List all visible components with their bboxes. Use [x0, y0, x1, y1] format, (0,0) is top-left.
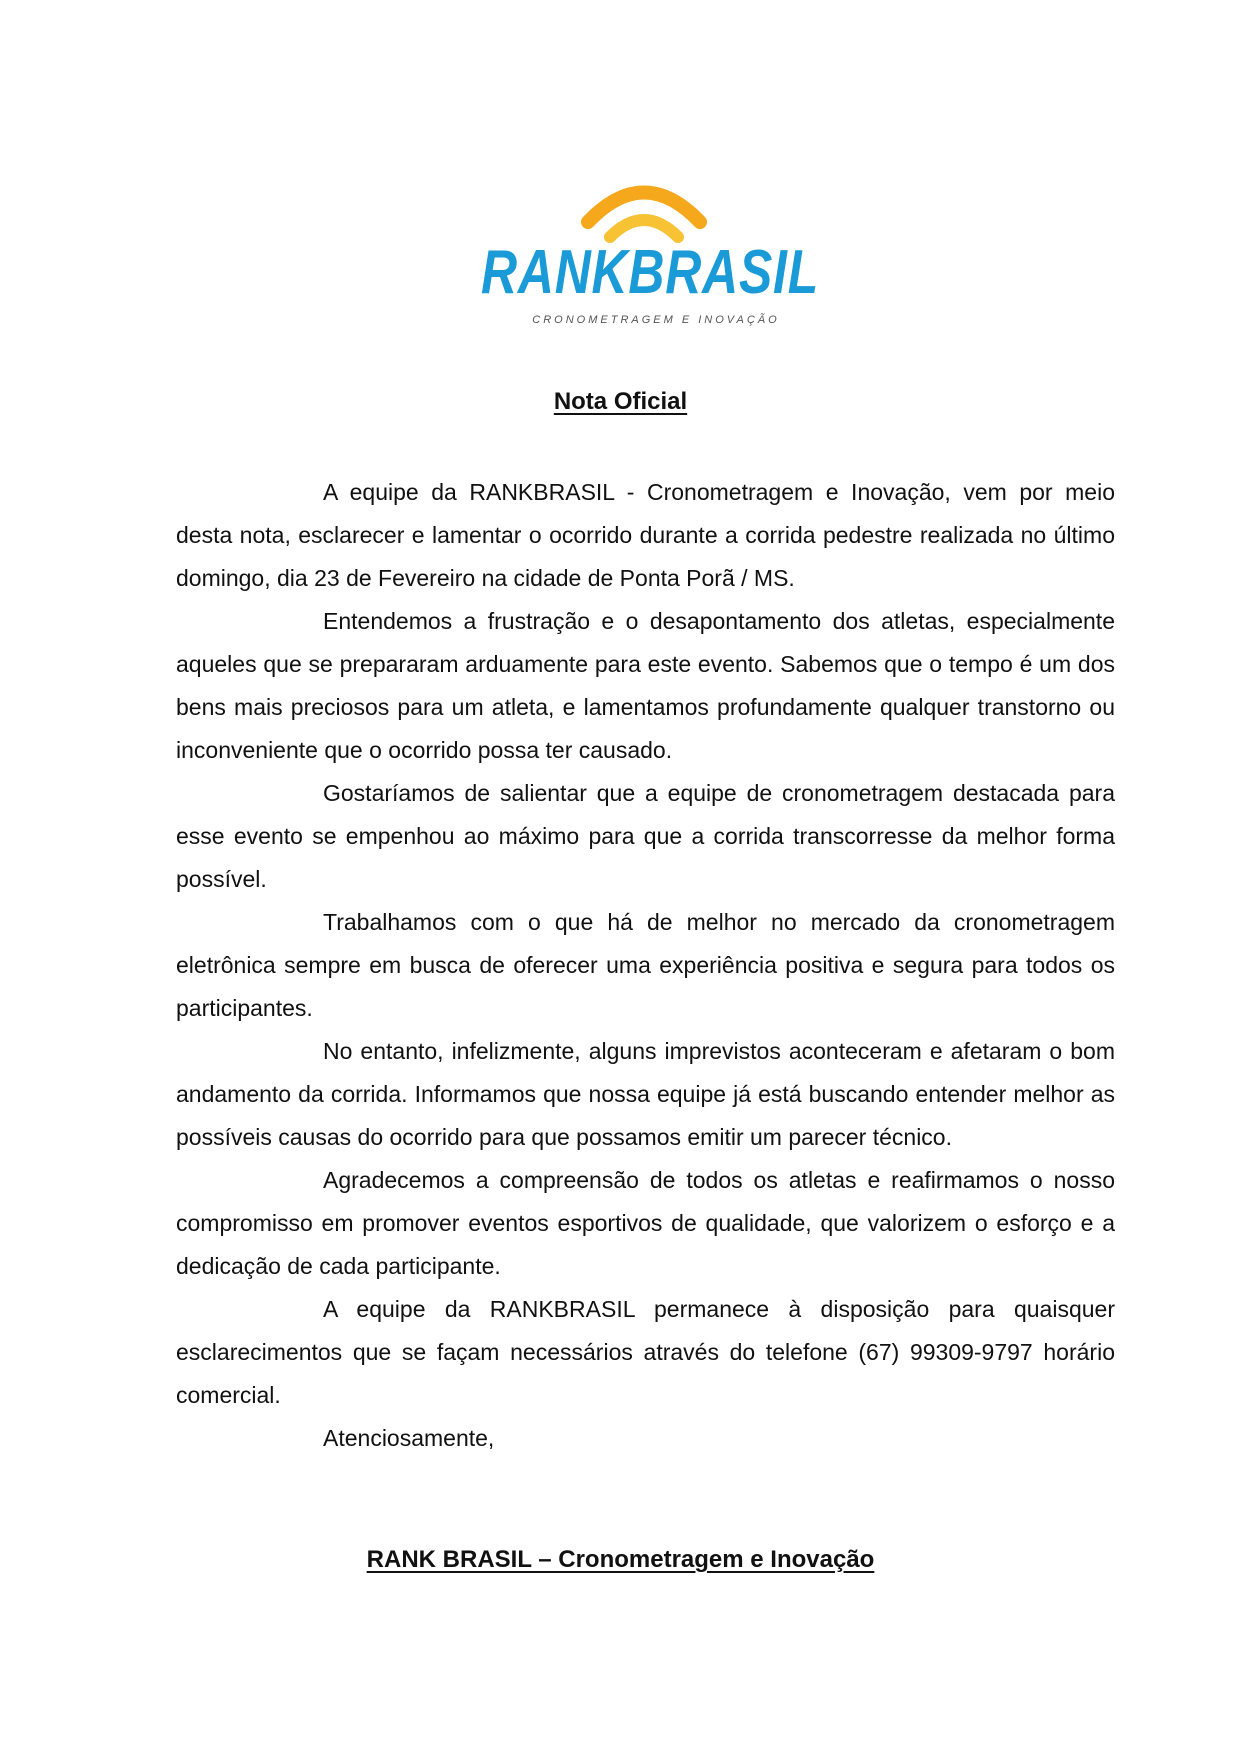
- body-paragraph: Agradecemos a compreensão de todos os atletas e reafirmamos o nosso compromisso em promover eventos esportivos de qualidade, que valorizem o esforço e a dedicação de cada participante.: [176, 1167, 1115, 1279]
- body-paragraph: Gostaríamos de salientar que a equipe de cronometragem destacada para esse evento se empenhou ao máximo para que a corrida transcorresse da melhor forma possível.: [176, 780, 1115, 892]
- body-paragraph: A equipe da RANKBRASIL permanece à disposição para quaisquer esclarecimentos que se façam necessários através do telefone (67) 99309-9797 horário comercial.: [176, 1296, 1115, 1408]
- body-paragraph: Trabalhamos com o que há de melhor no mercado da cronometragem eletrônica sempre em busca de oferecer uma experiência positiva e segura para todos os participantes.: [176, 909, 1115, 1021]
- document-title: Nota Oficial: [553, 388, 688, 415]
- closing-line: Atenciosamente,: [323, 1425, 495, 1451]
- rankbrasil-logo-graphic: [470, 175, 830, 335]
- signature-line: RANK BRASIL – Cronometragem e Inovação: [366, 1546, 875, 1573]
- logo-wordmark: RANKBRASIL: [481, 238, 819, 307]
- document-body: [176, 471, 1115, 1460]
- body-paragraph: A equipe da RANKBRASIL - Cronometragem e Inovação, vem por meio desta nota, esclarecer e lamentar o ocorrido durante a corrida pedestre realizada no último domingo, dia 23 de Fevereiro na cidade de Ponta Porã / MS.: [176, 479, 1115, 591]
- signal-icon: [588, 193, 700, 238]
- body-paragraph: Entendemos a frustração e o desapontamento dos atletas, especialmente aqueles que se prepararam arduamente para este evento. Sabemos que o tempo é um dos bens mais preciosos para um atleta, e lamentamos profundamente qualquer transtorno ou inconveniente que o ocorrido possa ter causado.: [176, 608, 1115, 763]
- body-paragraph: No entanto, infelizmente, alguns imprevistos aconteceram e afetaram o bom andamento da corrida. Informamos que nossa equipe já está buscando entender melhor as possíveis causas do ocorrido para que possamos emitir um parecer técnico.: [176, 1038, 1115, 1150]
- logo-tagline: CRONOMETRAGEM E INOVAÇÃO: [532, 314, 780, 326]
- rankbrasil-logo: [470, 175, 830, 335]
